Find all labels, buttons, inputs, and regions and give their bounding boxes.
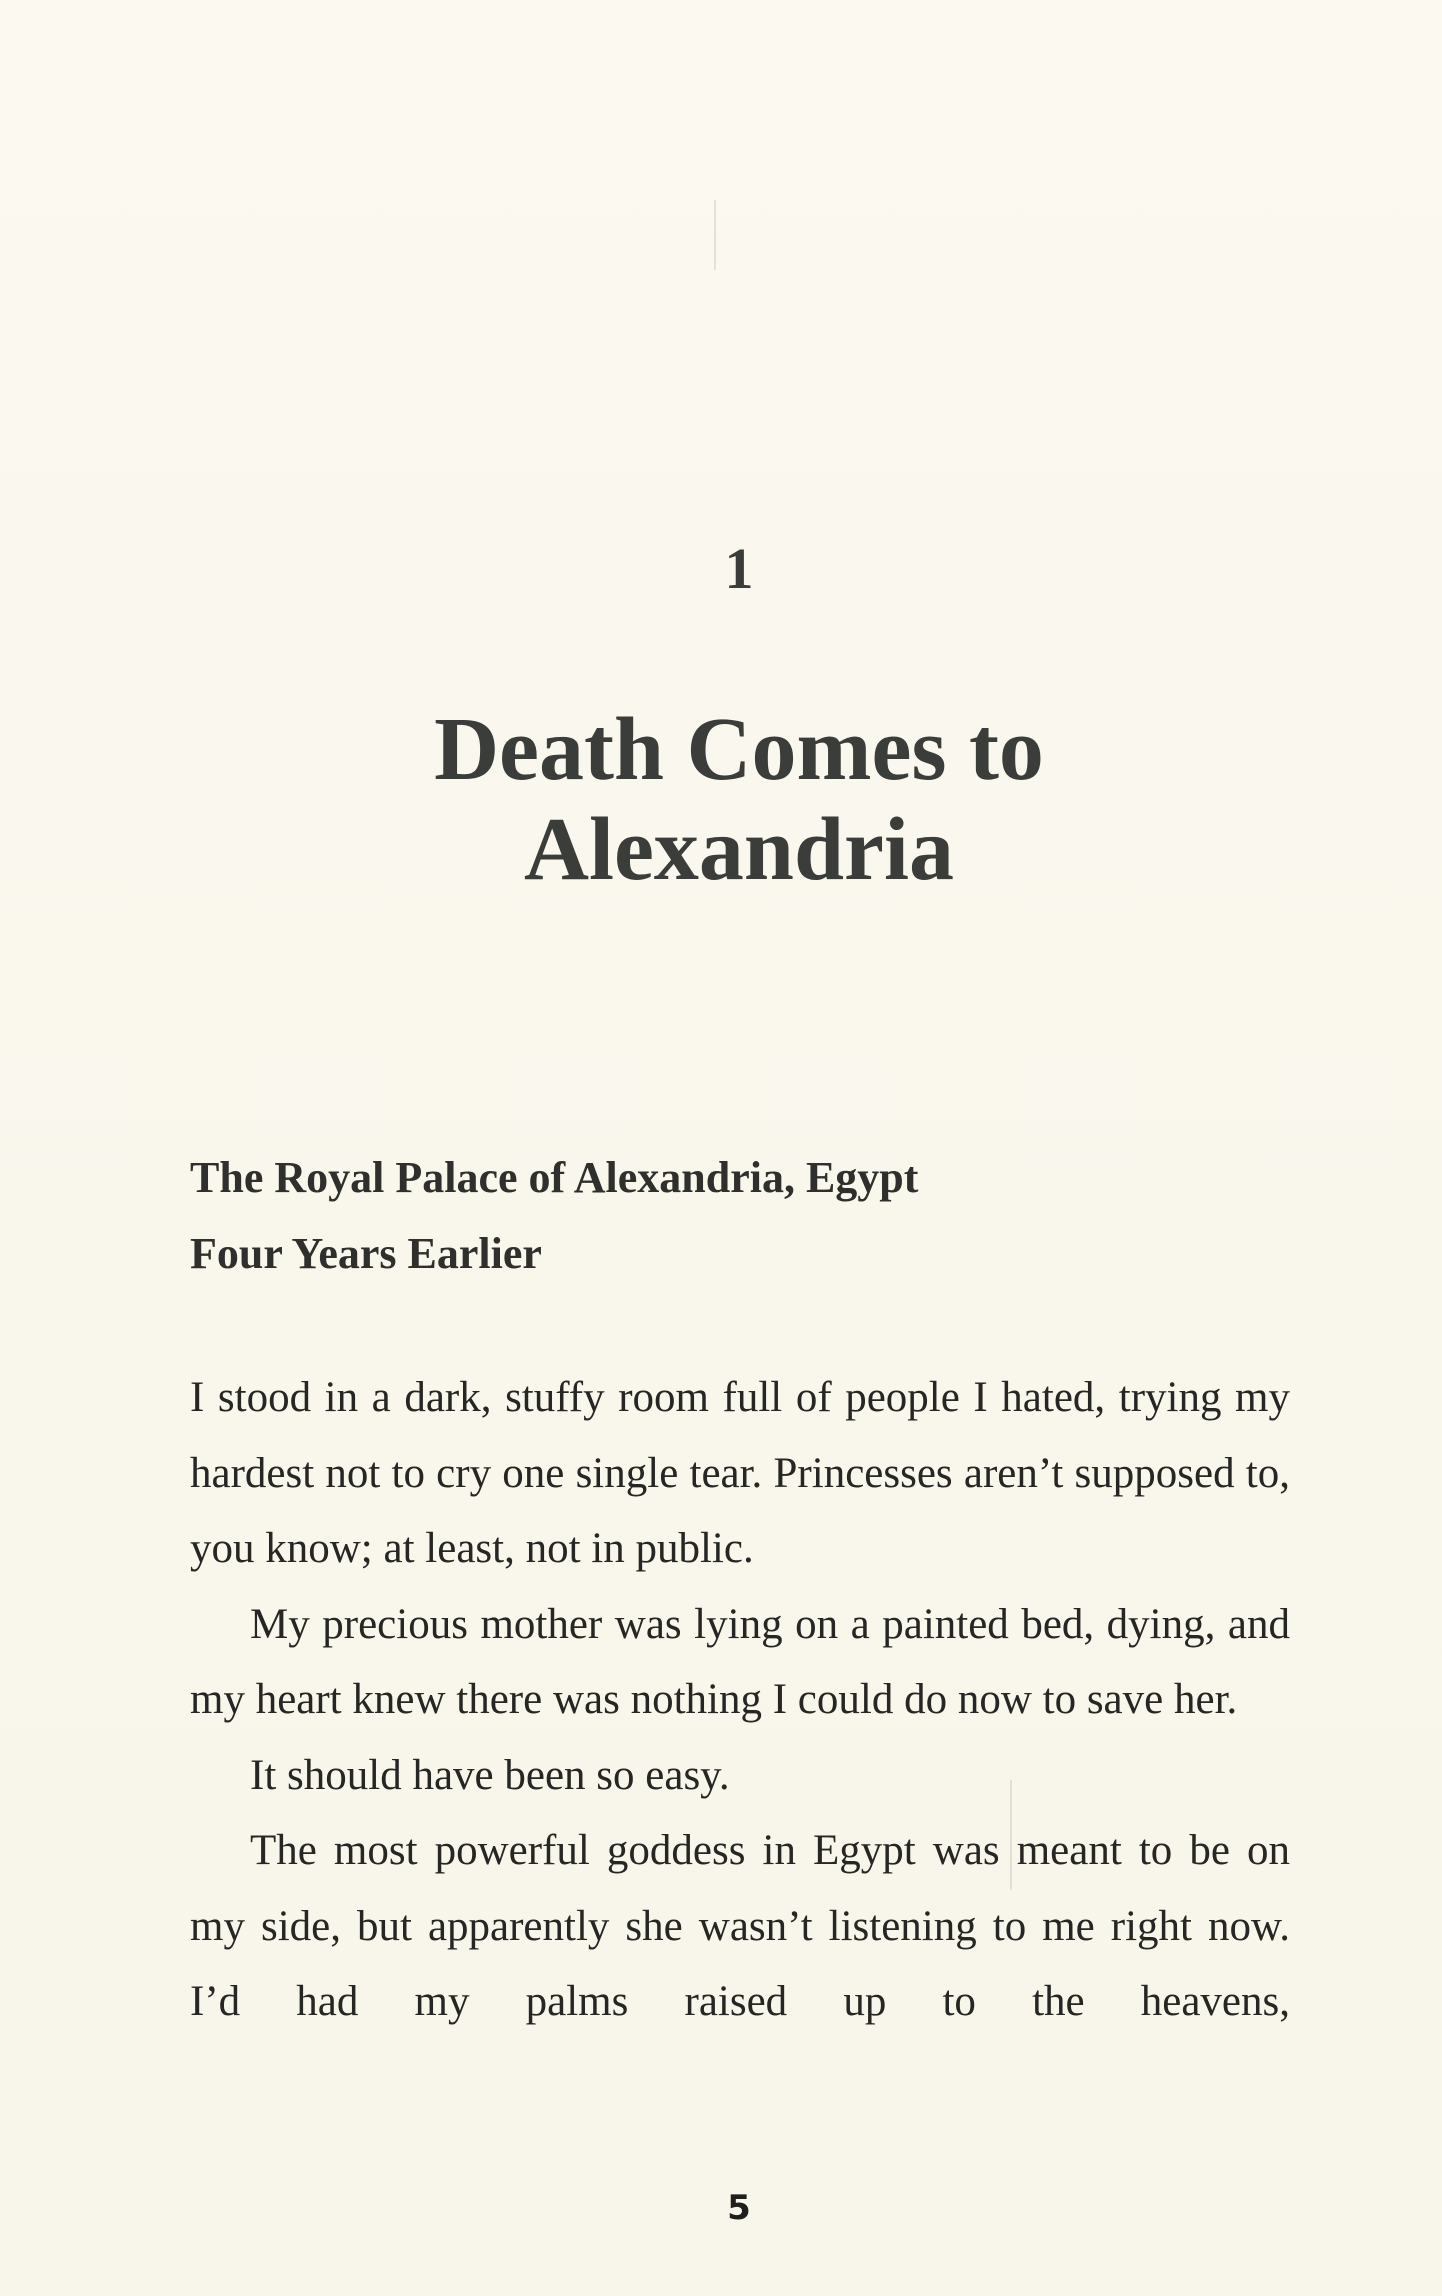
chapter-title-line: Alexandria: [523, 800, 954, 899]
body-text: [190, 1360, 1290, 2040]
setting-location: The Royal Palace of Alexandria, Egypt: [190, 1153, 919, 1202]
paragraph: The most powerful goddess in Egypt was meant to be on my side, but apparently she wasn’t listening to me right now. I’d had my palms raised up to the heavens,: [190, 1827, 1290, 2025]
chapter-number: 1: [724, 536, 754, 601]
chapter-title: [18, 700, 1442, 900]
paragraph: It should have been so easy.: [250, 1751, 730, 1799]
paragraph: My precious mother was lying on a painted bed, dying, and my heart knew there was nothing I could do now to save her.: [190, 1600, 1290, 1723]
scan-artifact-line: [714, 200, 716, 270]
paragraph: I stood in a dark, stuffy room full of people I hated, trying my hardest not to cry one single tear. Princesses aren’t supposed to, you know; at least, not in public.: [190, 1374, 1290, 1572]
chapter-title-line: Death Comes to: [434, 700, 1044, 799]
setting-heading: [190, 1140, 918, 1292]
setting-time: Four Years Earlier: [190, 1229, 542, 1278]
page-number: 5: [727, 2188, 751, 2228]
